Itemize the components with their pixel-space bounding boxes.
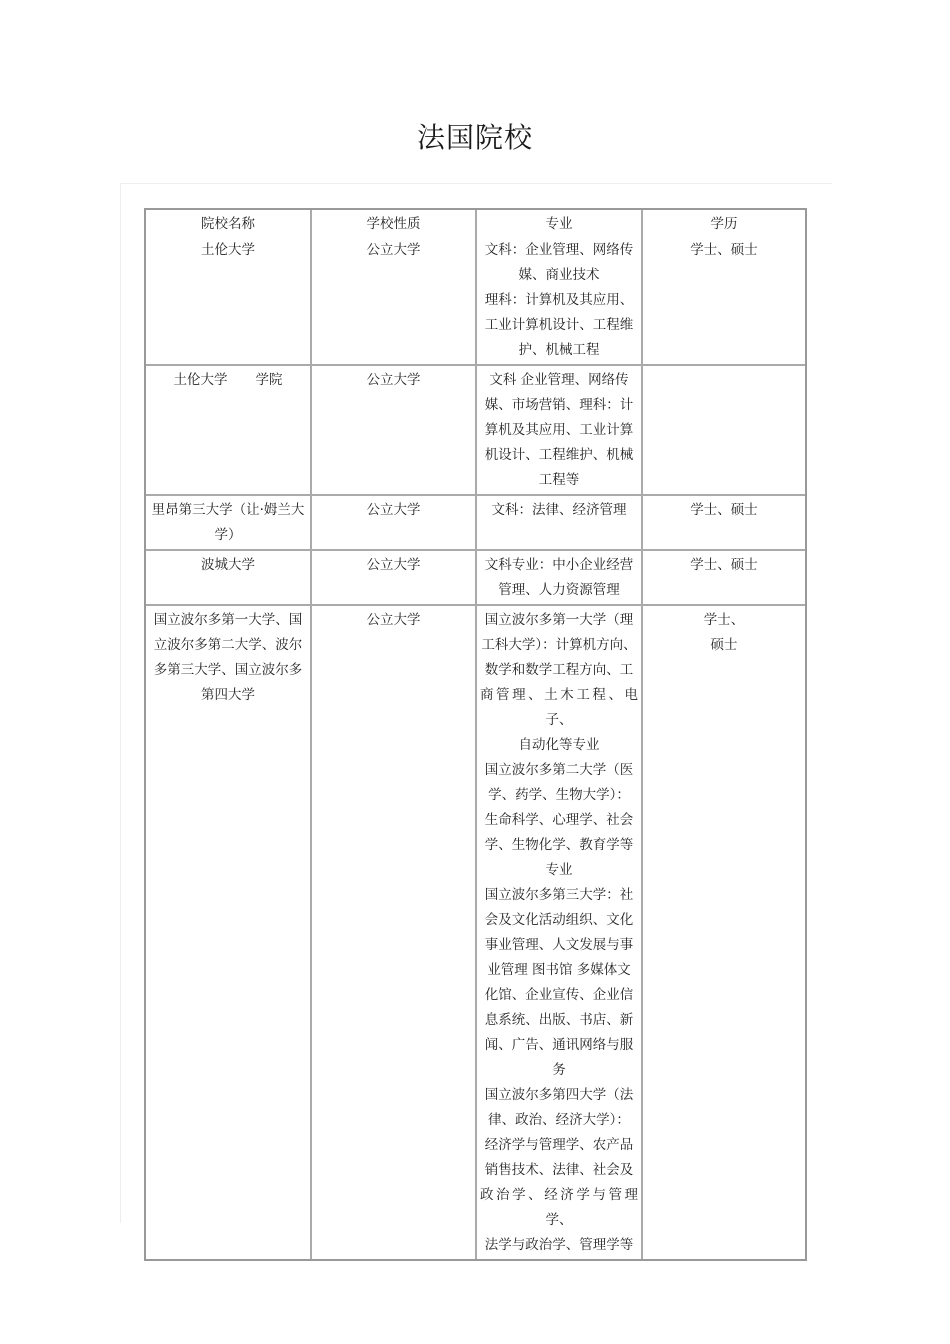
- major-line: 算机及其应用、工业计算: [484, 422, 634, 438]
- table-row: [146, 606, 805, 1259]
- table-row: [146, 236, 805, 366]
- major-line: 文科专业：中小企业经营: [484, 557, 634, 573]
- major-line: 文科：法律、经济管理: [491, 502, 627, 518]
- major-line: 机设计、工程维护、机械: [484, 447, 634, 463]
- degree-cell: 学士、硕士: [643, 236, 805, 366]
- school-name-line: 里昂第三大学（让·姆兰大: [151, 502, 305, 518]
- major-line: 自动化等专业: [518, 737, 600, 753]
- table-row: [146, 496, 805, 551]
- major-line: 经济学与管理学、农产品: [484, 1137, 634, 1153]
- major-line: 理科：计算机及其应用、: [484, 292, 634, 308]
- page-title: 法国院校: [416, 121, 533, 154]
- degree-cell: [643, 366, 805, 496]
- table-header-row: [146, 210, 805, 236]
- major-line: 闻、广告、通讯网络与服: [484, 1037, 634, 1053]
- school-type-cell: 公立大学: [312, 366, 477, 496]
- degree-cell: 学士、硕士: [643, 496, 805, 551]
- major-line: 国立波尔多第二大学（医: [484, 762, 634, 778]
- major-line: 国立波尔多第四大学（法: [484, 1087, 634, 1103]
- major-line: 护、机械工程: [518, 342, 600, 358]
- major-line: 化馆、企业宣传、企业信: [484, 987, 634, 1003]
- school-type-cell: 公立大学: [312, 496, 477, 551]
- major-line: 工科大学）：计算机方向、: [481, 637, 637, 653]
- school-type-cell: 公立大学: [312, 236, 477, 366]
- major-line: 务: [552, 1062, 566, 1078]
- header-school-type: 学校性质: [312, 210, 477, 236]
- major-line: 学、药学、生物大学）：: [488, 787, 630, 803]
- major-line: 国立波尔多第三大学：社: [484, 887, 634, 903]
- major-cell: [477, 236, 643, 366]
- major-cell: [477, 496, 643, 551]
- major-line: 会及文化活动组织、文化: [484, 912, 634, 928]
- school-name-part: 土伦大学: [173, 372, 228, 388]
- school-name-line: 国立波尔多第一大学、国: [153, 612, 303, 628]
- major-line: 管理、人力资源管理: [498, 582, 620, 598]
- major-line: 事业管理、人文发展与事: [484, 937, 634, 953]
- degree-cell: 学士、硕士: [643, 551, 805, 606]
- major-line: 业管理 图书馆 多媒体文: [487, 962, 631, 978]
- school-name-line: 第四大学: [201, 687, 255, 703]
- major-line: 生命科学、心理学、社会: [484, 812, 634, 828]
- frame-border-top: [120, 183, 832, 184]
- school-name-line: 多第三大学、国立波尔多: [153, 662, 303, 678]
- schools-table: [144, 208, 807, 1261]
- school-name-cell: 土伦大学: [146, 236, 312, 366]
- header-degree: 学历: [710, 216, 738, 232]
- major-line: 商管理、土木工程、电子、: [480, 687, 638, 728]
- degree-cell: [643, 606, 805, 1259]
- degree-line: 硕士: [710, 637, 738, 653]
- major-line: 法学与政治学、管理学等: [484, 1237, 634, 1253]
- school-name-line: 立波尔多第二大学、波尔: [153, 637, 303, 653]
- major-line: 学、生物化学、教育学等: [484, 837, 634, 853]
- major-line: 息系统、出版、书店、新: [484, 1012, 634, 1028]
- major-line: 销售技术、法律、社会及: [484, 1162, 634, 1178]
- school-name-part: 学院: [255, 372, 283, 388]
- header-school-name: 院校名称: [146, 210, 312, 236]
- major-line: 数学和数学工程方向、工: [484, 662, 634, 678]
- major-line: 工程等: [538, 472, 580, 488]
- major-line: 律、政治、经济大学）：: [488, 1112, 630, 1128]
- major-line: 媒、商业技术: [518, 267, 600, 283]
- major-line: 媒、市场营销、理科：计: [484, 397, 634, 413]
- major-line: 政治学、经济学与管理学、: [480, 1187, 638, 1228]
- major-line: 工业计算机设计、工程维: [484, 317, 634, 333]
- header-major: 专业: [477, 210, 643, 236]
- major-cell: [477, 551, 643, 606]
- major-line: 国立波尔多第一大学（理: [484, 612, 634, 628]
- school-name-cell: [146, 496, 312, 551]
- frame-border-left: [120, 183, 121, 1223]
- major-line: 文科 企业管理、网络传: [489, 372, 629, 388]
- school-name-line: 学）: [214, 527, 242, 543]
- major-line: 专业: [545, 862, 573, 878]
- table-row: [146, 366, 805, 496]
- school-type-cell: 公立大学: [312, 551, 477, 606]
- table-row: [146, 551, 805, 606]
- major-cell: [477, 606, 643, 1259]
- major-cell: [477, 366, 643, 496]
- school-type-cell: 公立大学: [312, 606, 477, 1259]
- school-name-cell: [146, 366, 312, 496]
- degree-line: 学士、: [703, 612, 745, 628]
- major-line: 文科：企业管理、网络传: [484, 242, 634, 258]
- school-name-cell: 波城大学: [146, 551, 312, 606]
- school-name-cell: [146, 606, 312, 1259]
